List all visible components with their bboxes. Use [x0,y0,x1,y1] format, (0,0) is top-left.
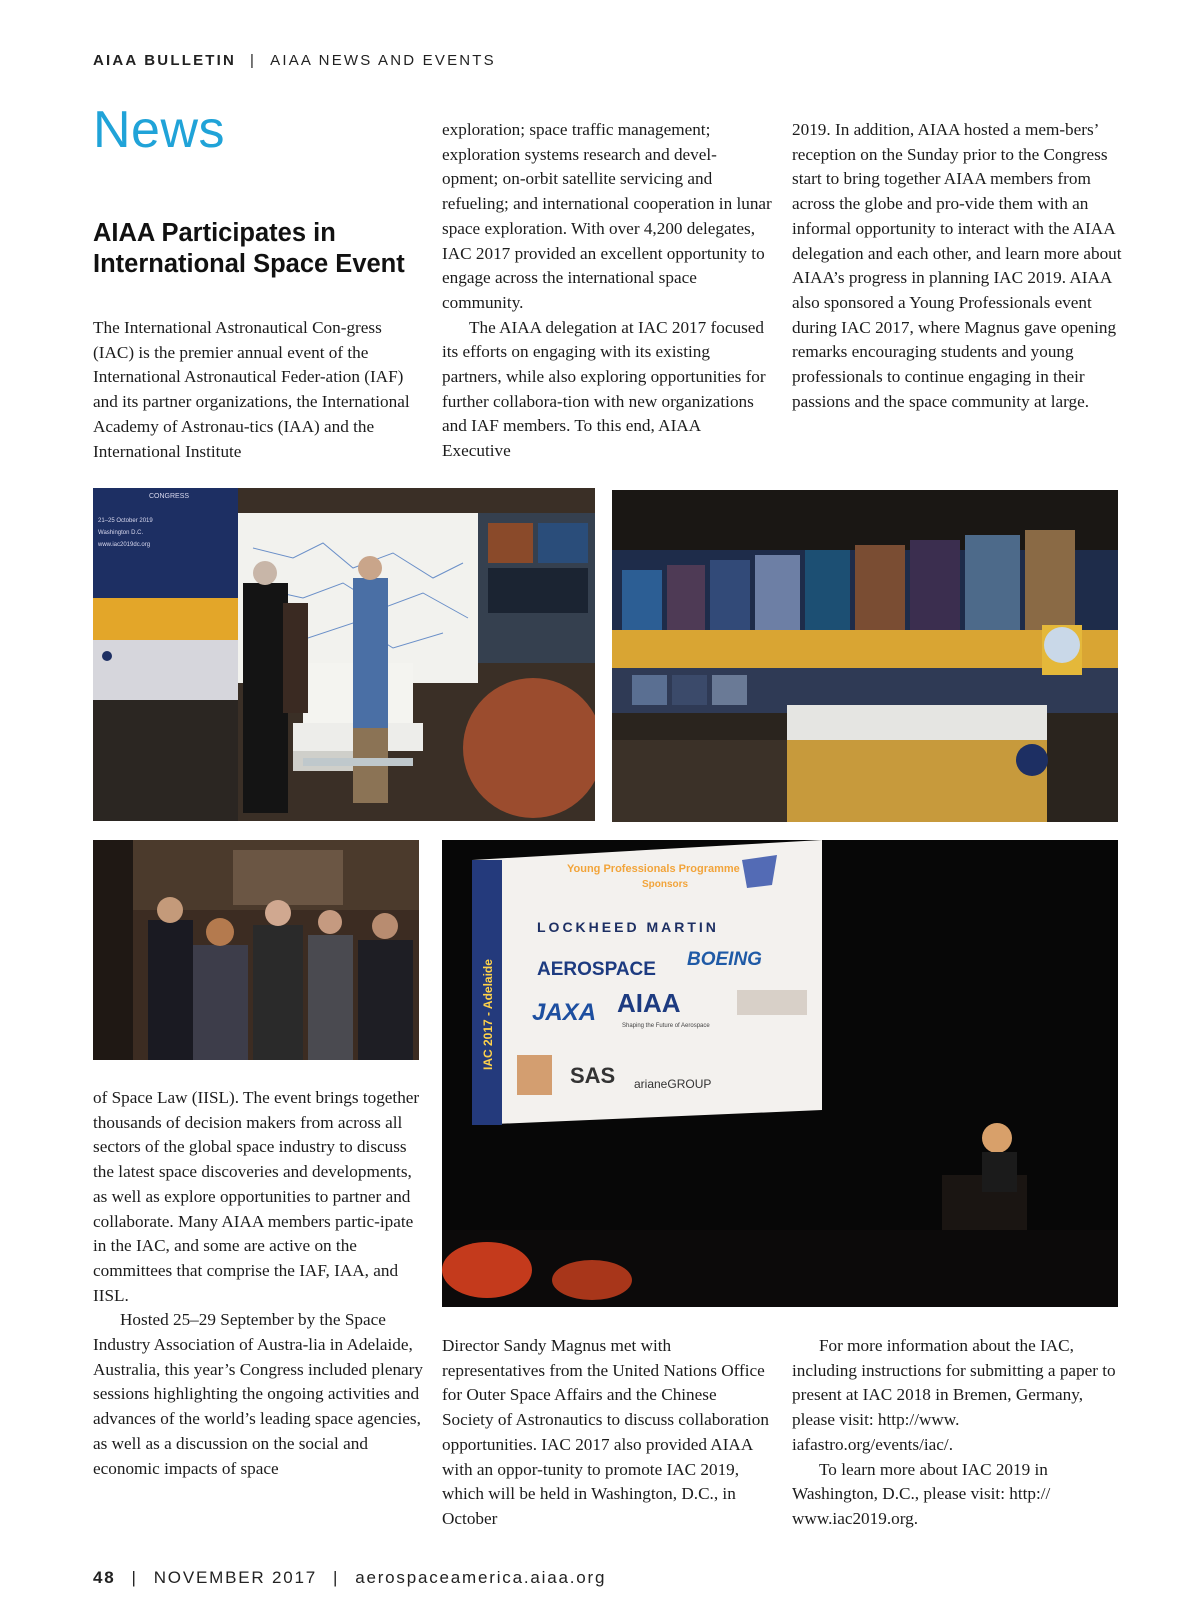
booth-banner-url: www.iac2019dc.org [98,542,151,548]
article-column-2-bottom [442,1334,772,1532]
section-title: News [93,101,226,159]
article-column-1-bottom [93,1086,423,1481]
booth-banner-city: Washington D.C. [98,530,144,536]
header-subsection: AIAA NEWS AND EVENTS [270,52,496,69]
presentation-illustration [442,840,1118,1307]
article-column-3-top [792,118,1122,414]
sponsor-aiaa-tagline: Shaping the Future of Aerospace [622,1023,710,1029]
booth-map-illustration [93,488,595,821]
paragraph: The International Astronautical Con-gress (IAC) is the premier annual event of the International Astronautical Feder-ation (IAF) and its partner organizations, the International Academy of Astronau-tics (IAA) and the International Institute [93,318,410,461]
running-header [93,52,496,69]
issue-date: NOVEMBER 2017 [153,1568,317,1587]
paragraph: To learn more about IAC 2019 in Washington, D.C., please visit: http:// www.iac2019.org. [792,1459,1051,1528]
article-headline: AIAA Participates in International Space Event [93,219,405,278]
sponsor-lockheed-martin: LOCKHEED MARTIN [537,919,719,935]
paragraph: exploration; space traffic management; exploration systems research and devel-opment; on-orbit satellite servicing and refueling; and international cooperation in lunar space exploration. With over 4,200 delegates, IAC 2017 provided an excellent opportunity to engage across the international space community. [442,120,772,312]
photo-members-reception [93,840,419,1060]
booth-banner-dates: 21–25 October 2019 [98,518,153,524]
footer-divider: | [332,1568,340,1587]
footer-divider: | [131,1568,138,1587]
booth-banner-title: CONGRESS [149,493,190,500]
article-column-1-top [93,316,423,464]
paragraph: Hosted 25–29 September by the Space Industry Association of Austra-lia in Adelaide, Australia, this year’s Congress included plenary sessions highlighting the ongoing activities and advances of the world’s leading space agencies, as well as a discussion on the social and economic impacts of space [93,1310,423,1478]
reception-illustration [93,840,419,1060]
photo-young-professionals-presentation [442,840,1118,1307]
website-link[interactable]: aerospaceamerica.aiaa.org [355,1568,607,1587]
slide-sidebar-label: IAC 2017 - Adelaide [481,959,495,1070]
page-number: 48 [93,1568,116,1587]
article-column-3-bottom [792,1334,1122,1532]
sponsor-jaxa: JAXA [532,999,597,1026]
sponsor-aerospace: AEROSPACE [537,959,656,980]
photo-exhibit-booth-map [93,488,595,821]
paragraph: of Space Law (IISL). The event brings together thousands of decision makers from across all sectors of the global space industry to discuss the latest space discoveries and developments, as well as explore opportunities to partner and collaborate. Many AIAA members partic-ipate in the IAC, and some are active on the committees that comprise the IAF, IAA, and IISL. [93,1088,420,1305]
paragraph: 2019. In addition, AIAA hosted a mem-bers’ reception on the Sunday prior to the Congress start to bring together AIAA members from across the globe and pro-vide them with an informal opportunity to interact with the AIAA delegation and each other, and learn more about AIAA’s progress in planning IAC 2019. AIAA also sponsored a Young Professionals event during IAC 2017, where Magnus gave opening remarks encouraging students and young professionals to continue engaging in their passions and the space community at large. [792,120,1122,411]
slide-title: Young Professionals Programme [567,863,740,875]
sponsor-ariane: arianeGROUP [634,1077,712,1091]
sponsor-boeing: BOEING [687,949,762,970]
slide-subtitle: Sponsors [642,879,689,890]
article-column-2-top [442,118,772,464]
page-footer [93,1568,606,1588]
photo-exhibit-booth-counter [612,490,1118,822]
booth-counter-illustration [612,490,1118,822]
paragraph: Director Sandy Magnus met with representatives from the United Nations Office for Outer Space Affairs and the Chinese Society of Astronautics to discuss collaboration opportunities. IAC 2017 also provided AIAA with an oppor-tunity to promote IAC 2019, which will be held in Washington, D.C., in October [442,1336,769,1528]
publication-section: AIAA BULLETIN [93,52,237,69]
header-divider: | [250,52,257,69]
sponsor-sas: SAS [570,1063,616,1088]
paragraph: The AIAA delegation at IAC 2017 focused its efforts on engaging with its existing partners, while also exploring opportunities for further collabora-tion with new organizations and IAF members. To this end, AIAA Executive [442,317,766,461]
sponsor-aiaa: AIAA [617,988,681,1018]
paragraph: For more information about the IAC, including instructions for submitting a paper to present at IAC 2018 in Bremen, Germany, please visit: http://www. iafastro.org/events/iac/. [792,1336,1116,1454]
